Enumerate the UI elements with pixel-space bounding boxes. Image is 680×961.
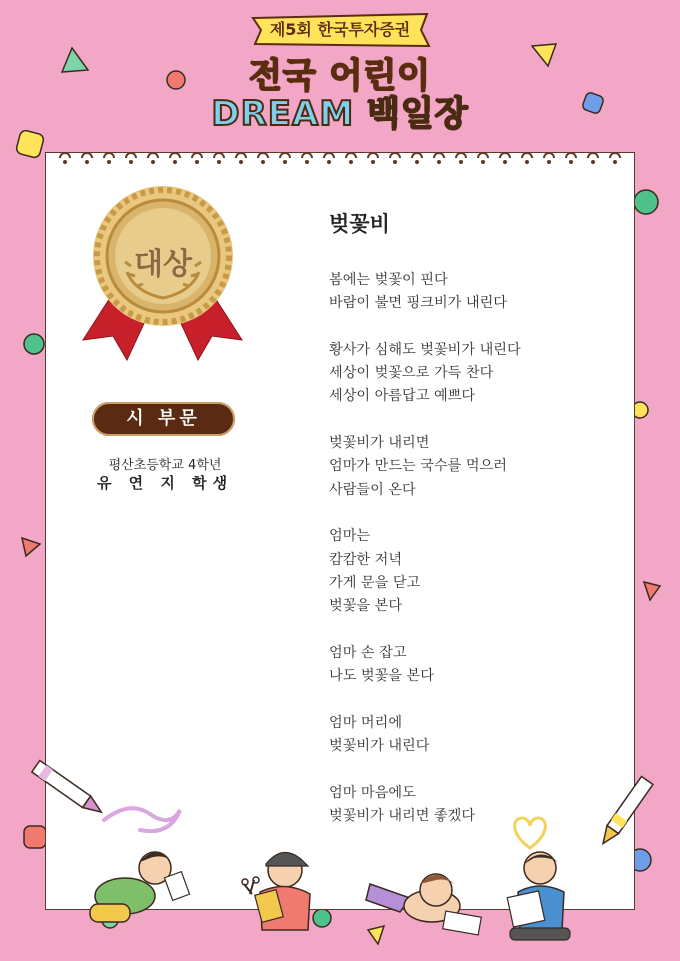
- poem-line: 가게 문을 닫고: [329, 574, 421, 591]
- category-badge: 시 부문: [92, 402, 235, 436]
- title-dream: DREAM: [211, 94, 355, 134]
- event-title-line1: 전국 어린이: [248, 56, 432, 96]
- poem-stanza: [329, 712, 619, 759]
- poem-line: 봄에는 벚꽃이 핀다: [329, 272, 448, 288]
- title-baekiljang: 백일장: [367, 94, 469, 134]
- children-illustration: [70, 840, 630, 950]
- poem-line: 나도 벚꽃을 본다: [329, 668, 434, 685]
- poem-line: 엄마 손 잡고: [329, 644, 407, 661]
- poem-line: 엄마 머리에: [329, 714, 403, 731]
- poem-line: 벚꽃을 본다: [329, 598, 403, 615]
- poem-stanza: [329, 525, 619, 618]
- spiral-rings: [50, 140, 630, 166]
- poem-stanza: [329, 432, 619, 502]
- poem-line: 벚꽃비가 내리면 좋겠다: [329, 807, 476, 824]
- poem-line: 세상이 벚꽃으로 가득 찬다: [329, 365, 494, 382]
- poem-line: 벚꽃비가 내리면: [329, 435, 430, 452]
- medal-label: 대상: [134, 247, 192, 282]
- poem-line: 바람이 불면 핑크비가 내린다: [329, 295, 507, 312]
- school-grade: 평산초등학교 4학년: [108, 458, 222, 473]
- poem-line: 세상이 아름답고 예쁘다: [329, 388, 476, 405]
- poem-line: 엄마는: [329, 528, 371, 545]
- event-edition: 제5회 한국투자증권: [269, 20, 411, 39]
- poem-line: 엄마가 만드는 국수를 먹으러: [329, 458, 507, 475]
- poem-line: 황사가 심해도 벚꽃비가 내린다: [329, 341, 521, 358]
- student-name: 유 연 지 학생: [96, 474, 234, 492]
- poem-title: 벚꽃비: [329, 212, 390, 236]
- poem-stanza: [329, 269, 619, 316]
- poem-body: [329, 269, 619, 851]
- event-title-line2: [180, 86, 500, 135]
- poem-line: 엄마 마음에도: [329, 784, 416, 801]
- crayon-icon: [595, 760, 665, 850]
- poem-stanza: [329, 782, 619, 829]
- poem-stanza: [329, 642, 619, 689]
- poem-line: 캄캄한 저녁: [329, 551, 403, 568]
- poem-line: 벚꽃비가 내린다: [329, 737, 430, 754]
- poem-line: 사람들이 온다: [329, 481, 416, 498]
- poem-stanza: [329, 339, 619, 409]
